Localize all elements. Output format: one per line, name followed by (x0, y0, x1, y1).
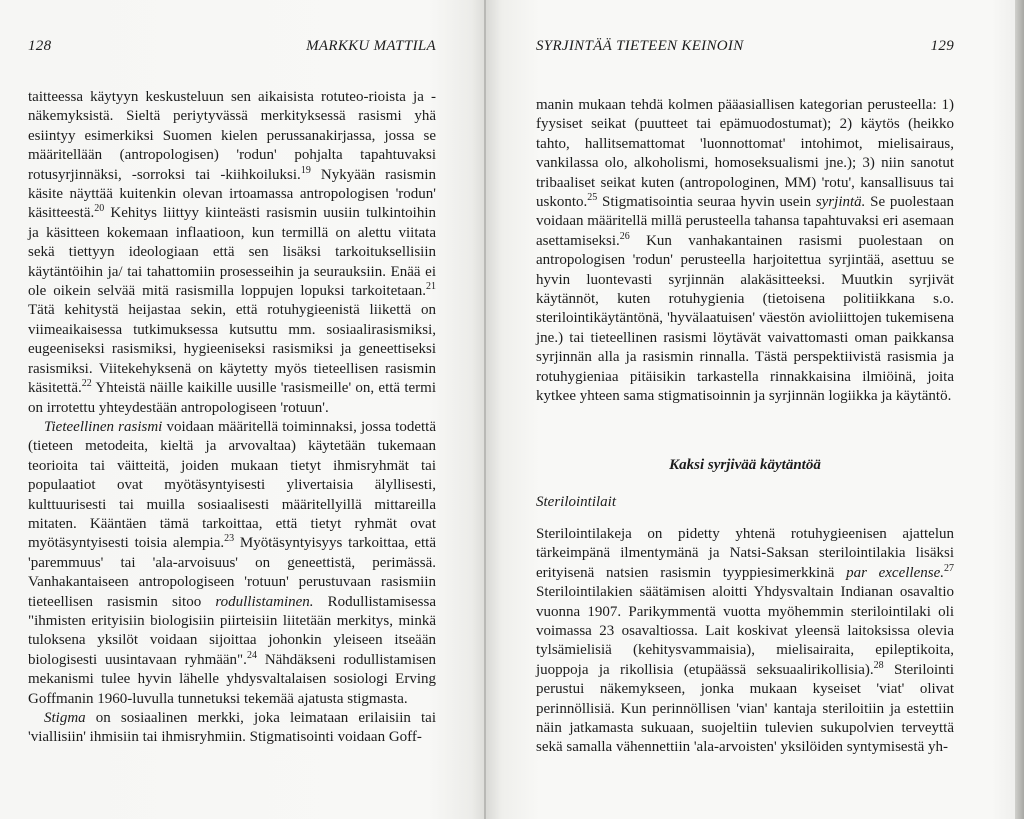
left-paragraph-1: taitteessa käytyyn keskusteluun sen aikaisista rotuteo-rioista ja -näkemyksistä. Sieltä periytyvässä merkityksessä rasismi yhä esiintyy esimerkiksi Suomen kielen perussanakirjassa, jossa se määritellään (antropologisen) 'rodun' pohjalta tapahtuvaksi rotusyrjinnäksi, -sorroksi tai -kiihkoiluksi.$^{19}$ Nykyään rasismin käsite näyttää kuitenkin olevan irtoamassa antropologisen 'rodun' käsitteestä.$^{20}$ Kehitys liittyy kiinteästi rasismin uusiin tulkintoihin ja käsitteen kokemaan inflaatioon, kun termillä on alettu viitata sekä tiettyyn ideologiaan että sen lisäksi tarkoituksellisiin käytäntöihin ja/ tai tahattomiin prosesseihin ja seurauksiin. Enää ei ole oikein selvää mitä rasismilla loppujen lopuksi tarkoitetaan.$^{21}$ Tätä kehitystä heijastaa sekin, että rotuhygieenistä liikettä on viimeaikaisessa tutkimuksessa kutsuttu mm. sosiaalirasismiksi, eugeeniseksi rasismiksi, hygieeniseksi rasismiksi ja geneettiseksi rasismiksi. Viitekehyksenä on käytetty myös tieteellisen rasismin käsitettä.$^{22}$ Yhteistä näille kaikille uusille 'rasismeille' on, että termi on irrotettu yhteydestään antropologiseen 'rotuun'. (28, 89, 437, 416)
term-italic: syrjintä. (815, 194, 866, 211)
right-body-text-bottom (536, 525, 954, 758)
sub-heading: Sterilointilait (536, 494, 617, 510)
left-page (0, 0, 486, 819)
footnote-ref: 22 (81, 378, 92, 390)
footnote-ref: 26 (619, 230, 630, 242)
footnote-ref: 27 (943, 562, 954, 574)
term-italic: rodullistaminen. (215, 593, 314, 610)
right-chapter-title: SYRJINTÄÄ TIETEEN KEINOIN (536, 38, 744, 54)
right-body-text-top (536, 96, 954, 407)
term-italic: par excellense. (846, 564, 944, 581)
footnote-ref: 23 (224, 533, 235, 545)
right-page-number: 129 (930, 38, 954, 54)
right-paragraph-2: Sterilointilakeja on pidetty yhtenä rotuhygieenisen ajattelun tärkeimpänä ilmentymänä ja Natsi-Saksan sterilointilakia lisäksi erityisenä natsien rasismin tyyppiesimerkkinä par excellense.$^{27}$ Sterilointilakien säätämisen aloitti Yhdysvaltain Indianan osavaltio vuonna 1907. Parikymmentä vuotta myöhemmin sterilointilaki oli voimassa 23 osavaltiossa. Lait koskivat yleensä laitoksissa olevia tylsämielisiä (kehitysvammaisia), mielisairaita, epileptikoita, juoppoja ja rikollisia (etupäässä seksuaalirikollisia).$^{28}$ Sterilointi perustui näkemykseen, jonka mukaan kyseiset 'viat' olivat perinnöllisiä. Kun perinnöllisen 'vian' kantaja steriloitiin ja estettiin näin jatkamasta sukuaan, suojeltiin tulevien sukupolvien terveyttä sekä samalla vähennettiin 'ala-arvoisten' yksilöiden syntymisestä yh- (536, 526, 955, 756)
footnote-ref: 25 (587, 192, 598, 204)
footnote-ref: 19 (300, 164, 311, 176)
section-heading: Kaksi syrjivää käytäntöä (669, 457, 821, 473)
term-italic: Tieteellinen rasismi (44, 418, 163, 435)
left-body-text (28, 88, 436, 748)
footnote-ref: 20 (94, 203, 105, 215)
footnote-ref: 21 (426, 281, 436, 293)
footnote-ref: 28 (873, 659, 884, 671)
left-paragraph-3: Stigma on sosiaalinen merkki, joka leimataan erilaisiin tai 'viallisiin' ihmisiin tai ihmisryhmiin. Stigmatisointi voidaan Goff- (28, 710, 436, 746)
term-italic: Stigma (44, 710, 86, 726)
left-author-name: MARKKU MATTILA (306, 38, 436, 54)
right-paragraph-1: manin mukaan tehdä kolmen pääasiallisen kategorian perusteella: 1) fyysiset seikat (puutteet tai epämuodostumat); 2) käytös (heikko tahto, hallitsemattomat 'luonnottomat' intohimot, mielisairaus, vankilassa olo, alkoholismi, homoseksualismi jne.); 3) niin sanotut tribaaliset seikat kuten (antropologinen, MM) 'rotu', kansallisuus tai uskonto.$^{25}$ Stigmatisointia seuraa hyvin usein syrjintä. Se puolestaan voidaan määritellä millä perusteella tahansa tapahtuvaksi eri asemaan asettamiseksi.$^{26}$ Kun vanhakantainen rasismi puolestaan on antropologisen 'rodun' perusteella harjoitettua syrjintää, asettuu se hyvin luontevasti syrjinnän alakäsitteeksi. Muutkin syrjivät käytännöt, kuten rotuhygienia (tietoisena politiikkana s.o. sterilointikäytäntönä, 'hyvälaatuisen' väestön avioliittojen tukemisena jne.) tai tieteellinen rasismi löytävät vaivattomasti oman paikkansa syrjinnän alla ja rasismin rinnalla. Tästä perspektiivistä rasismia ja rotuhygieniaa pitäisikin tarkastella rinnakkaisina ilmiöinä, joita kytkee yhteen sama stigmatisoinnin ja syrjinnän logiikka ja käytäntö. (536, 97, 954, 405)
left-paragraph-2: Tieteellinen rasismi voidaan määritellä toiminnaksi, jossa todettä (tieteen metodeita, kieltä ja arvovaltaa) käytetään tukemaan teorioita tai väitteitä, joiden mukaan tietyt ihmisryhmät tai populaatiot ovat myötäsyntyisesti ylivertaisia älyllisesti, kulttuurisesti tai muilla sosiaalisesti määritellyillä mittareilla mitaten. Kääntäen tämä tarkoittaa, että tietyt ryhmät ovat myötäsyntyisesti toisia alempia.$^{23}$ Myötäsyntyisyys tarkoittaa, että 'paremmuus' tai 'ala-arvoisuus' on geneettistä, perimässä. Vanhakantaiseen antropologiseen 'rotuun' perustuvaan rasismiin tieteellisen rasismin sitoo rodullistaminen. Rodullistamisessa "ihmisten erityisiin biologisiin piirteisiin liitetään merkitys, minkä tuloksena yksilöt voidaan sijoittaa johonkin yleiseen itseään biologisesti uusintavaan ryhmään".$^{24}$ Nähdäkseni rodullistamisen mekanismi tulee hyvin lähelle yhdysvaltalaisen sosiologi Erving Goffmanin 1960-luvulla tunnetuksi tekemää ajatusta stigmasta. (28, 418, 436, 707)
left-page-number: 128 (28, 38, 52, 54)
footnote-ref: 24 (246, 649, 257, 661)
page-edge-shadow (1015, 0, 1024, 819)
